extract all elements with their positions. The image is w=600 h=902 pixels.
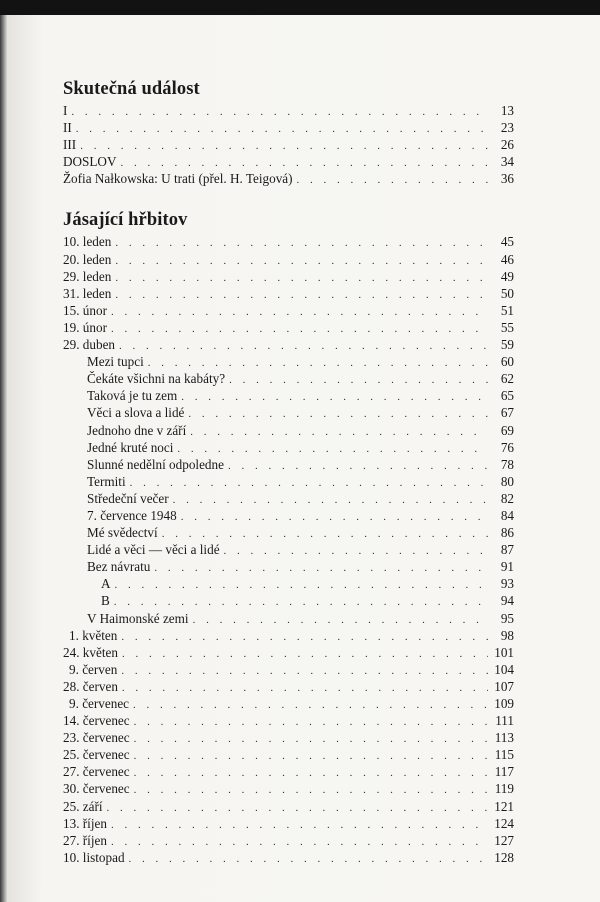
entry-page: 51 — [500, 302, 514, 318]
entry-label: Mé svědectví — [87, 525, 158, 541]
leader-dots — [71, 104, 488, 121]
entry-page: 127 — [494, 832, 514, 848]
toc-entry[interactable] — [63, 661, 514, 678]
toc-entry[interactable] — [63, 524, 514, 541]
toc-entry[interactable] — [63, 404, 514, 421]
entry-label: DOSLOV — [63, 154, 117, 170]
entry-label: Mezi tupci — [87, 354, 144, 370]
entry-label: Slunné nedělní odpoledne — [87, 456, 224, 472]
leader-dots — [122, 646, 488, 663]
leader-dots — [133, 697, 488, 714]
entry-page: 94 — [500, 593, 514, 609]
entry-label: 13. říjen — [63, 815, 107, 831]
leader-dots — [224, 543, 488, 560]
entry-page: 95 — [500, 610, 514, 626]
entry-page: 115 — [494, 747, 514, 763]
entry-page: 76 — [500, 439, 514, 455]
entry-label: Čekáte všichni na kabáty? — [87, 371, 226, 387]
entry-label: Taková je tu zem — [87, 388, 178, 404]
toc-entry[interactable] — [63, 610, 514, 627]
toc-entry[interactable] — [63, 832, 514, 849]
entry-page: 80 — [500, 473, 514, 489]
leader-dots — [129, 851, 488, 868]
toc-entry[interactable] — [63, 336, 514, 353]
leader-dots — [107, 800, 488, 817]
entry-page: 60 — [500, 354, 514, 370]
book-top-edge — [0, 0, 600, 15]
entry-page: 86 — [500, 525, 514, 541]
toc-entry[interactable] — [63, 763, 514, 780]
entry-label: Bez návratu — [87, 559, 151, 575]
toc-entry[interactable] — [63, 251, 514, 268]
toc-entry[interactable] — [63, 422, 514, 439]
entry-page: 107 — [494, 678, 514, 694]
entry-label: Lidé a věci — věci a lidé — [87, 542, 220, 558]
leader-dots — [154, 560, 488, 577]
entry-page: 128 — [494, 849, 514, 865]
leader-dots — [115, 235, 488, 252]
toc-entry[interactable] — [63, 678, 514, 695]
table-of-contents — [63, 76, 514, 866]
toc-entry[interactable] — [63, 644, 514, 661]
entry-label: 9. červenec — [69, 696, 130, 711]
entry-page: 69 — [500, 422, 514, 438]
entry-label: 27. červenec — [63, 764, 130, 780]
section-entries — [63, 233, 514, 865]
entry-label: Středeční večer — [87, 490, 169, 506]
toc-entry[interactable] — [63, 507, 514, 524]
leader-dots — [115, 287, 488, 304]
entry-label: 9. červen — [69, 661, 118, 677]
entry-label: Termiti — [87, 473, 126, 489]
toc-entry[interactable] — [63, 302, 514, 319]
leader-dots — [190, 424, 488, 441]
entry-label: 20. leden — [63, 251, 112, 267]
entry-page: 119 — [494, 781, 514, 797]
toc-entry[interactable] — [63, 268, 514, 285]
leader-dots — [115, 577, 488, 594]
section-title: Skutečná událost — [63, 79, 200, 99]
entry-page: 65 — [500, 388, 514, 404]
entry-label: Věci a slova a lidé — [87, 405, 185, 421]
entry-page: 98 — [500, 627, 514, 643]
leader-dots — [193, 612, 488, 629]
leader-dots — [134, 782, 488, 799]
entry-label: Žofia Nałkowska: U trati (přel. H. Teigová) — [63, 171, 293, 187]
toc-entry[interactable] — [63, 370, 514, 387]
toc-entry[interactable] — [63, 627, 514, 644]
entry-page: 13 — [500, 103, 514, 118]
entry-label: III — [63, 137, 77, 153]
leader-dots — [111, 817, 488, 834]
toc-entry[interactable] — [63, 102, 514, 119]
toc-entry[interactable] — [63, 387, 514, 404]
entry-label: 25. září — [63, 798, 103, 814]
leader-dots — [134, 748, 488, 765]
toc-entry[interactable] — [63, 558, 514, 575]
leader-dots — [122, 680, 488, 697]
entry-page: 26 — [500, 137, 514, 153]
toc-entry[interactable] — [63, 456, 514, 473]
entry-page: 62 — [500, 371, 514, 387]
section-entries — [63, 102, 514, 187]
entry-page: 55 — [500, 319, 514, 335]
toc-entry[interactable] — [63, 136, 514, 153]
book-spine-shadow — [0, 15, 7, 902]
entry-page: 82 — [500, 490, 514, 506]
entry-label: 28. červen — [63, 678, 118, 694]
leader-dots — [80, 138, 488, 155]
entry-page: 87 — [500, 542, 514, 558]
leader-dots — [111, 304, 488, 321]
entry-page: 34 — [500, 154, 514, 170]
entry-page: 121 — [494, 798, 514, 814]
toc-entry[interactable] — [63, 798, 514, 815]
leader-dots — [115, 270, 488, 287]
toc-entry[interactable] — [63, 746, 514, 763]
toc-entry[interactable] — [63, 439, 514, 456]
toc-entry[interactable] — [63, 153, 514, 170]
leader-dots — [115, 253, 488, 270]
entry-page: 59 — [500, 337, 514, 353]
entry-label: 25. červenec — [63, 747, 130, 763]
toc-entry[interactable] — [63, 285, 514, 302]
entry-label: 29. leden — [63, 268, 112, 284]
entry-page: 93 — [500, 576, 514, 592]
toc-entry[interactable] — [63, 780, 514, 797]
leader-dots — [134, 731, 488, 748]
toc-entry[interactable] — [63, 119, 514, 136]
toc-entry[interactable] — [63, 592, 514, 609]
leader-dots — [134, 714, 488, 731]
entry-page: 78 — [500, 456, 514, 472]
entry-page: 111 — [495, 713, 514, 729]
toc-entry[interactable] — [63, 712, 514, 729]
entry-label: 30. červenec — [63, 781, 130, 797]
entry-label: Jedné kruté noci — [87, 439, 174, 455]
leader-dots — [181, 509, 488, 526]
entry-page: 117 — [494, 764, 514, 780]
toc-entry[interactable] — [63, 695, 514, 712]
entry-page: 101 — [494, 644, 514, 660]
entry-label: 7. července 1948 — [87, 507, 177, 523]
entry-label: 14. červenec — [63, 713, 130, 729]
entry-label: 23. červenec — [63, 730, 130, 746]
entry-label: B — [101, 593, 110, 609]
section-title: Jásající hřbitov — [63, 210, 188, 231]
leader-dots — [111, 834, 488, 851]
leader-dots — [111, 321, 488, 338]
leader-dots — [130, 475, 488, 492]
toc-entry[interactable] — [63, 319, 514, 336]
entry-page: 49 — [500, 268, 514, 284]
toc-entry[interactable] — [63, 541, 514, 558]
entry-label: V Haimonské zemi — [87, 610, 189, 626]
leader-dots — [119, 338, 488, 355]
toc-entry[interactable] — [63, 473, 514, 490]
toc-entry[interactable] — [63, 233, 514, 250]
entry-label: 10. listopad — [63, 849, 125, 865]
entry-label: A — [101, 576, 111, 592]
entry-page: 36 — [500, 171, 514, 187]
entry-page: 67 — [500, 405, 514, 421]
leader-dots — [181, 389, 488, 406]
entry-page: 104 — [494, 661, 514, 677]
entry-page: 46 — [500, 251, 514, 267]
entry-page: 109 — [494, 696, 514, 711]
leader-dots — [229, 372, 488, 389]
entry-page: 50 — [500, 285, 514, 301]
entry-page: 45 — [500, 234, 514, 250]
leader-dots — [76, 121, 488, 138]
toc-entry[interactable] — [63, 575, 514, 592]
entry-page: 84 — [500, 507, 514, 523]
leader-dots — [121, 663, 488, 680]
entry-label: 29. duben — [63, 337, 116, 353]
leader-dots — [173, 492, 488, 509]
entry-page: 113 — [494, 730, 514, 746]
leader-dots — [228, 458, 488, 475]
entry-page: 91 — [500, 559, 514, 575]
entry-label: II — [63, 120, 72, 136]
entry-page: 124 — [494, 815, 514, 831]
leader-dots — [297, 172, 488, 189]
toc-entry[interactable] — [63, 490, 514, 507]
leader-dots — [188, 406, 488, 423]
entry-page: 23 — [500, 120, 514, 136]
entry-label: 15. únor — [63, 302, 107, 318]
entry-label: 27. říjen — [63, 832, 107, 848]
entry-label: 10. leden — [63, 234, 112, 250]
entry-label: 24. květen — [63, 644, 118, 660]
toc-entry[interactable] — [63, 170, 514, 187]
leader-dots — [121, 629, 488, 646]
toc-entry[interactable] — [63, 815, 514, 832]
entry-label: 19. únor — [63, 319, 107, 335]
toc-entry[interactable] — [63, 849, 514, 866]
toc-entry[interactable] — [63, 729, 514, 746]
entry-label: 1. květen — [69, 627, 118, 643]
entry-label: I — [63, 103, 68, 118]
toc-entry[interactable] — [63, 353, 514, 370]
entry-label: Jednoho dne v září — [87, 422, 187, 438]
leader-dots — [134, 765, 488, 782]
entry-label: 31. leden — [63, 285, 112, 301]
